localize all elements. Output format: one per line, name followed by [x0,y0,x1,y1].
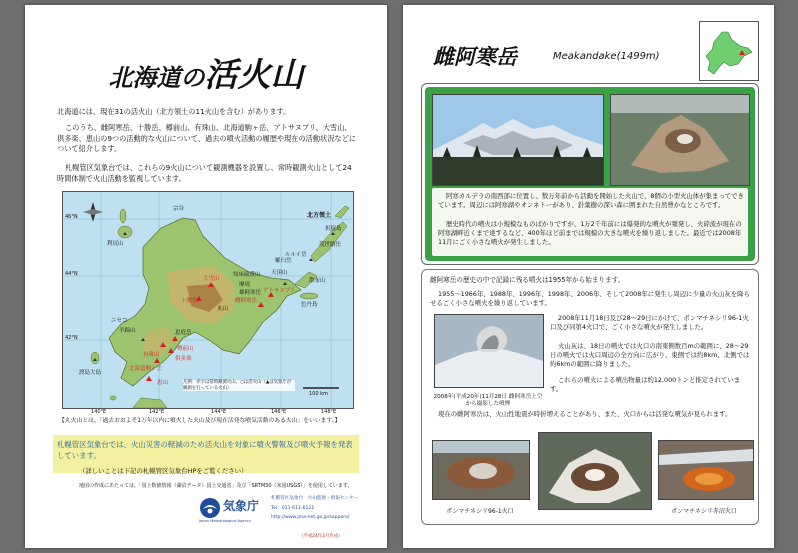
left-page [25,5,387,548]
place-tenchozan: 天頂山 [271,270,288,276]
place-atosa: アトサヌプリ [263,288,296,294]
photo-caption: 2008年(平成20年)11月28日 雌阿寒岳上空から撮影した噴煙 [433,393,543,407]
crater-akanuma-photo [658,440,754,500]
jma-logo [199,495,269,529]
right-page [403,5,774,548]
lat-label-44: 44°N [65,271,78,277]
lon-label: 148°E [321,409,337,415]
notice-sub: （詳しいことは下記の札幌管区気象台HPをご覧ください） [79,467,248,475]
place-shikotan: 色丹島 [301,302,318,308]
contact-line-1: 札幌管区気象台 火山監視・情報センター [271,496,359,501]
crater-overview-photo [538,432,652,510]
place-esan: 恵山 [157,380,169,386]
history-3: 2008年11月18日及び28～29日にかけて、ポンマチネシリ96-1火口及び同第4火口で、ごく小さな噴火が発生しました。 [550,314,749,331]
map-note: 【丸火山とは、「過去おおよそ1万年以内に噴火した火山及び現在活発な噴気活動のある火山」をいいます。】 [59,418,341,424]
eruption-plume-photo [434,314,544,388]
crater-aerial-photo [610,94,750,186]
place-tokachi: 十勝岳 [181,298,198,304]
lon-label: 146°E [271,409,287,415]
place-taisetsu: 大雪山 [203,276,220,282]
jma-logo-sub: Japan Meteorological Agency [199,519,252,523]
place-oakan: 雄阿寒岳 [239,290,262,296]
place-yotei: 羊蹄山 [119,328,136,334]
left-title-main: 活火山 [204,55,304,94]
place-eniwa: 恵庭岳 [175,330,192,336]
lat-label-46: 46°N [65,214,78,220]
intro-box [421,83,759,265]
place-rausu: 羅臼岳 [275,258,292,264]
history-lead: 雌阿寒岳の歴史の中で記録に残る噴火は1955年から始まります。 [430,276,625,284]
right-title-en: Meakandake(1499m) [553,51,660,62]
place-soya: 宗谷 [173,206,185,212]
edition-note: （平成24年3月作成） [299,534,343,539]
lon-label: 140°E [91,409,107,415]
lat-label-42: 42°N [65,335,78,341]
place-hoppo: 北方領土 [307,212,332,219]
lon-label: 144°E [211,409,227,415]
place-oshima: 渡島大島 [79,370,102,376]
contact-line-3[interactable]: http://www.jma-net.go.jp/sapporo/ [271,515,350,520]
history-box [421,269,759,525]
right-title: 雌阿寒岳 [433,45,517,69]
right-intro-2: 歴史時代の噴火は小規模なものばかりですが、1万2千年前には爆発的な噴火が頻発し、火砕流が現在の阿寒湖畔近くまで達するなど、400年ほど前までは規模の大きな噴火を繰り返しました。最近では2008年11月にごく小さな噴火が発生しました。 [438,220,742,246]
place-meakan: 雌阿寒岳 [235,298,258,304]
place-sanpu: 散布山 [309,278,326,284]
crater-label-961: ポンマチネシリ96-1火口 [446,508,514,515]
place-rurui: ルルイ岳 [285,252,307,258]
map-legend: 凡例：赤字は常時観測火山、○は活火山（▲は気象庁が観測を行っている火山） [183,380,295,391]
lon-label: 142°E [149,409,165,415]
place-moyoro: 茂世路岳 [319,242,342,248]
left-intro-1: 北海道には、現在31の活火山（北方領土の11火山を含む）があります。 [57,107,291,116]
right-intro-1: 阿寒カルデラの南西部に位置し、数万年前から活動を開始した火山で、8個の小型火山体が集まってできています。周辺には阿寒湖やオンネトーがあり、針葉樹の深い森に囲まれた自然豊かなところです。 [438,192,744,209]
hokkaido-inset-icon [699,21,759,81]
mountain-winter-photo [432,94,604,186]
place-etorofu: 択捉島 [325,226,342,232]
place-tarumae: 樽前山 [177,346,194,352]
footer-note: 地図の作成にあたっては、「国土数値情報（湖沼データ）国土交通省」及び「SRTM30（米国USGS）」を使用しています。 [79,483,353,489]
place-rishiri: 利尻山 [107,241,124,247]
contact-line-2: Tel：011-611-6121 [271,506,315,511]
history-4: 火山灰は、18日の噴火では火口の南東側数百mの範囲に、28～29日の噴火では火口周辺の全方向に広がり、東側では約8km、北側では約6kmの範囲に降りました。 [550,342,750,368]
place-kuttara: 倶多楽 [175,356,192,362]
place-shiretoko: 知床硫黄山 [233,272,261,278]
left-title-prefix: 北海道の [108,64,205,92]
history-2: 1955～1966年、1988年、1996年、1998年、2006年、そして2008年に発生し周辺に少量の火山灰を降らせるごく小さな噴火を繰り返しています。 [430,290,750,307]
left-intro-3: 札幌管区気象台では、これらの9火山について観測機器を設置し、常時観測火山として24時間体制で火山活動を監視しています。 [57,163,352,183]
jma-logo-icon [199,497,221,519]
left-title [25,49,387,96]
notice-text: 札幌管区気象台では、火山災害の軽減のため活火山を対象に噴火警報及び噴火予報を発表しています。 [57,440,353,460]
place-komagatake: 北海道駒ヶ岳 [129,366,163,372]
left-intro-2: このうち、雌阿寒岳、十勝岳、樽前山、有珠山、北海道駒ヶ岳、アトサヌプリ、大雪山、倶多楽、恵山の9つの活動的な火山について、過去の噴火活動の履歴や現在の活動状況などについて紹介します。 [57,123,356,154]
place-usu: 有珠山 [143,352,160,358]
hokkaido-map [62,191,354,409]
place-mashu: 摩周 [239,282,251,288]
crater-label-akanuma: ポンマチネシリ赤沼火口 [671,508,737,515]
current-status: 現在の雌阿寒岳は、火山性地震が時折増えることがあり、また、火口からは活発な噴気が見られます。 [438,410,732,418]
place-niseko: ニセコ [111,318,128,324]
history-5: これらの噴火による噴出物量は約12,000トンと推定されています。 [550,376,741,393]
map-scale: 100 km [309,391,328,397]
jma-logo-text: 気象庁 [223,499,260,513]
crater-961-photo [432,440,530,500]
place-maruyama: 丸山 [217,306,229,312]
